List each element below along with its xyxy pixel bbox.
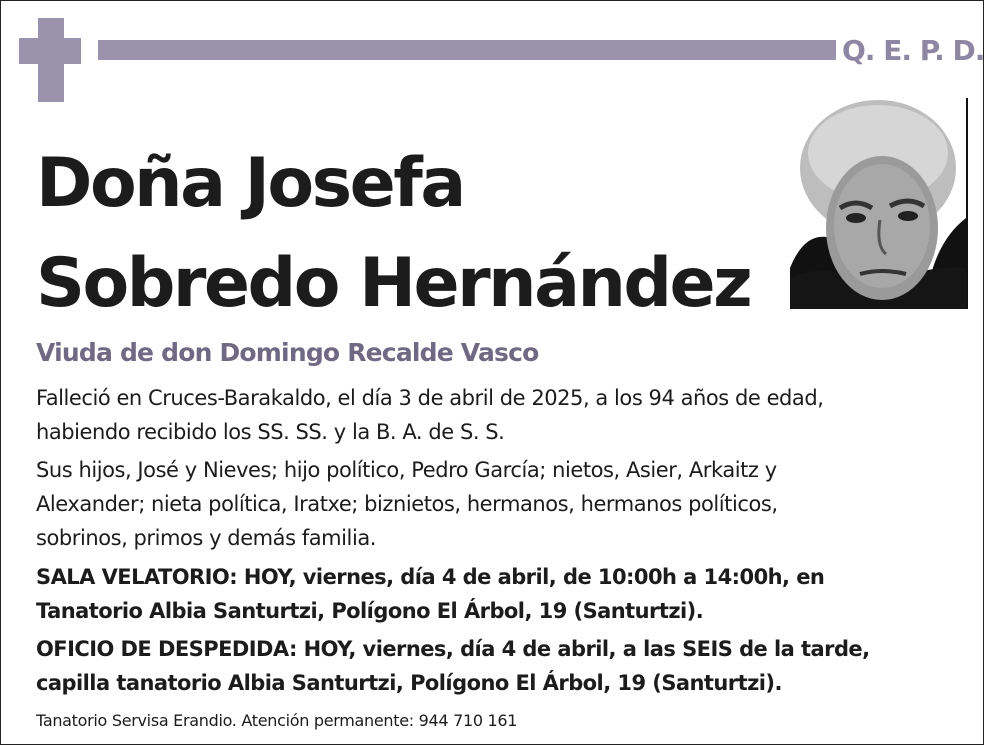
name-line-2: Sobredo Hernández bbox=[36, 244, 751, 323]
header-rule bbox=[98, 40, 836, 60]
service-line: capilla tanatorio Albia Santurtzi, Polígono El Árbol, 19 (Santurtzi). bbox=[36, 671, 782, 695]
family-line: sobrinos, primos y demás familia. bbox=[36, 526, 376, 550]
death-line: habiendo recibido los SS. SS. y la B. A. de S. S. bbox=[36, 420, 505, 444]
deceased-name bbox=[36, 134, 750, 334]
family-line: Alexander; nieta política, Iratxe; biznietos, hermanos, hermanos políticos, bbox=[36, 492, 778, 516]
footer-contact: Tanatorio Servisa Erandio. Atención permanente: 944 710 161 bbox=[36, 711, 518, 730]
name-line-1: Doña Josefa bbox=[36, 144, 464, 223]
wake-line: SALA VELATORIO: HOY, viernes, día 4 de abril, de 10:00h a 14:00h, en bbox=[36, 565, 825, 589]
spouse-line: Viuda de don Domingo Recalde Vasco bbox=[36, 338, 539, 367]
family-paragraph bbox=[36, 453, 778, 555]
qepd-label: Q. E. P. D. bbox=[842, 34, 984, 67]
portrait-photo bbox=[790, 98, 968, 309]
wake-line: Tanatorio Albia Santurtzi, Polígono El Árbol, 19 (Santurtzi). bbox=[36, 599, 704, 623]
family-line: Sus hijos, José y Nieves; hijo político, Pedro García; nietos, Asier, Arkaitz y bbox=[36, 458, 777, 482]
service-paragraph bbox=[36, 632, 870, 700]
death-line: Falleció en Cruces-Barakaldo, el día 3 de abril de 2025, a los 94 años de edad, bbox=[36, 386, 824, 410]
service-line: OFICIO DE DESPEDIDA: HOY, viernes, día 4 de abril, a las SEIS de la tarde, bbox=[36, 637, 870, 661]
death-paragraph bbox=[36, 381, 823, 449]
wake-paragraph bbox=[36, 560, 824, 628]
